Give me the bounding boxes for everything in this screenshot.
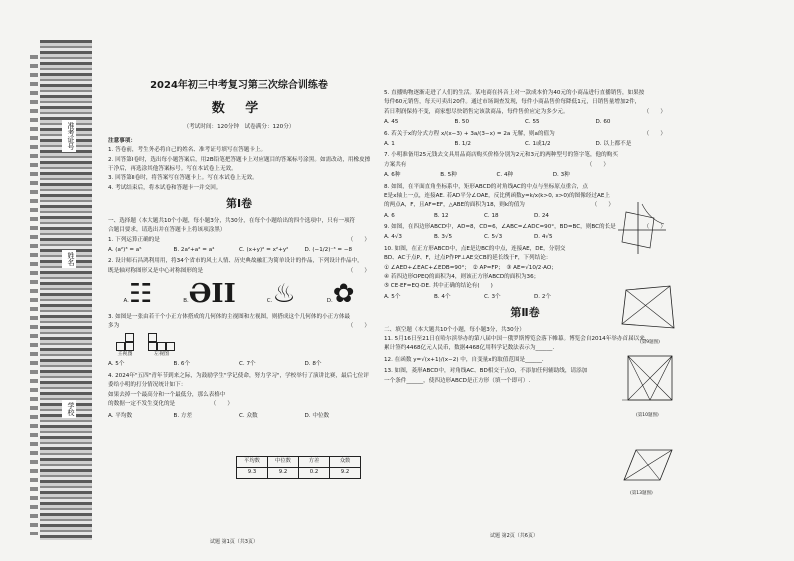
option-a: A. (a²)³ = a⁵ bbox=[108, 246, 142, 253]
question-7b: 方案共有 （ ） bbox=[384, 161, 609, 168]
option-c: C. (x+y)² = x²+y² bbox=[239, 246, 289, 253]
question-11b: 累计签约4468亿元人民币，数据4468亿用科学记数法表示为______. bbox=[384, 345, 555, 352]
note-2b: 干净后，再选涂其他答案标号。写在本试卷上无效。 bbox=[108, 166, 237, 173]
front-view: 主视图 bbox=[116, 333, 134, 359]
exam-subject: 数 学 bbox=[211, 101, 267, 116]
strip-label-exam-id: 准考证号 bbox=[62, 120, 76, 152]
left-view: 左视图 bbox=[148, 333, 175, 359]
section-2-header: 二、填空题（本大题共10个小题，每小题3分，共30分） bbox=[384, 326, 525, 333]
strip-label-school: 学校 bbox=[62, 400, 76, 418]
section-1-header-2: 合题目要求，请选出并在答题卡上将该项涂黑） bbox=[108, 227, 226, 234]
page-1-footer: 试题 第1页（共3页） bbox=[210, 539, 258, 545]
note-3: 3. 回答第Ⅱ卷时，将答案写在答题卡上。写在本试卷上无效。 bbox=[108, 175, 258, 182]
design-c-icon: ♨ bbox=[272, 279, 296, 310]
question-12: 12. 在函数 y=√(x+1)/(x−2) 中，自变量x的取值范围是______. bbox=[384, 356, 544, 363]
question-8: 8. 如图，在平面直角坐标系中，矩形ABCD的对角线AC的中点与坐标原点重合，点 bbox=[384, 183, 588, 190]
q13-figure bbox=[622, 446, 674, 486]
page-1 bbox=[108, 70, 370, 541]
question-9: 9. 如图，在四边形ABCD中，AD=8，CD=6，∠ABC=∠ADC=90°，BD=BC，则BC的长是 （ ） bbox=[384, 224, 666, 231]
q10-figure bbox=[622, 352, 678, 410]
question-1: 1. 下列运算正确的是 （ ） bbox=[108, 236, 370, 243]
question-4d: 的数据一定不发生变化的是 （ ） bbox=[108, 400, 233, 407]
volume-2-heading: 第Ⅱ卷 bbox=[510, 306, 540, 320]
question-4c: 如果去掉一个最高分和一个最低分，那么表格中 bbox=[108, 391, 226, 398]
question-11: 11. 5月16日至21日在哈尔滨举办的第八届中国－俄罗斯博览会落下帷幕。博览会自2014年举办首届以来， bbox=[384, 336, 651, 343]
q8-figure bbox=[612, 200, 668, 256]
q9-figure-caption: (第9题图) bbox=[640, 340, 660, 345]
option-d: D. (−1/2)⁻³ = −8 bbox=[304, 246, 353, 253]
q13-figure-caption: (第13题图) bbox=[630, 491, 653, 496]
volume-1-heading: 第Ⅰ卷 bbox=[225, 197, 253, 211]
question-6: 6. 若关于x的分式方程 x/(x−3) + 3a/(3−x) = 2a 无解，则a的值为 （ ） bbox=[384, 130, 666, 137]
question-3: 3. 如图是一张由若干个小正方体搭成的几何体的主视图和左视图，则搭成这个几何体的小正方体最 bbox=[108, 314, 351, 321]
question-3-views bbox=[116, 333, 370, 359]
question-9-options: A. 4√3 B. 3√5 C. 5√3 D. 4√5 bbox=[384, 234, 553, 241]
note-1: 1. 答卷前，考生务必将自己的姓名、准考证号填写在答题卡上。 bbox=[108, 147, 267, 154]
score-table: 平均数 中位数 方差 众数 9.3 9.2 0.2 9.2 bbox=[236, 456, 361, 479]
q10-figure-caption: (第10题图) bbox=[636, 413, 659, 418]
question-3b: 多为 （ ） bbox=[108, 323, 370, 330]
question-8b: E是x轴上一点，连接AE. 若AD平分∠OAE，反比例函数y=k/x(k>0, x>0)的图像经过AE上 bbox=[384, 192, 610, 199]
design-d-icon: ✿ bbox=[332, 279, 355, 310]
question-4b: 委给小明的打分情况统计如下： bbox=[108, 382, 187, 389]
question-10c: ④ 若四边形OPEQ的面积为4，则该正方形ABCD的面积为36； bbox=[384, 274, 540, 281]
option-b: B. 2a²+a² = a⁴ bbox=[173, 246, 215, 253]
question-5c: 若日利润保持不变，商家想尽快销售完该款商品，每件售价应定为多少元。 （ ） bbox=[384, 108, 666, 115]
design-a-icon: ☷ bbox=[128, 279, 153, 310]
question-5b: 每件60元销售，每天可卖出20件。通过市场调查发现，每件小商品售价每降低1元，日销售量增加2件， bbox=[384, 99, 641, 106]
strip-label-name: 姓名 bbox=[62, 250, 76, 268]
notes-header: 注意事项： bbox=[108, 137, 136, 144]
question-8c: 的两点A，F，且AF=EF，△ABE的面积为18，则k的值为 （ ） bbox=[384, 202, 614, 209]
note-4: 4. 考试结束后，将本试卷和答题卡一并交回。 bbox=[108, 184, 222, 191]
question-5-options: A. 45 B. 50 C. 55 D. 60 bbox=[384, 119, 611, 126]
question-13b: 一个条件______，使四边形ABCD是正方形（填一个即可）. bbox=[384, 377, 531, 384]
question-4: 4. 2024年"五四"青年节到来之际，为鼓励学生"学记使命，努力学习"，学校举行了演讲比赛，最后七位评 bbox=[108, 372, 369, 379]
question-2-figures: A.☷ B.ƏII C.♨ D.✿ bbox=[123, 279, 355, 310]
question-5: 5. 直播购物逐渐走进了人们的生活。某电商在抖音上对一款成本价为40元的小商品进行直播销售，如果按 bbox=[384, 90, 645, 96]
question-10d: ⑤ CE·EF=EQ·DE. 其中正确的结论有( ) bbox=[384, 283, 493, 290]
q9-figure bbox=[618, 284, 678, 336]
question-7: 7. 小明准备用25元钱去文具用品商店购买价格分别为2元和3元的两种型号的签字笔，他的购买 bbox=[384, 152, 618, 159]
binding-dots bbox=[30, 55, 38, 535]
question-8-options: A. 6 B. 12 C. 18 D. 24 bbox=[384, 212, 549, 219]
binding-strip bbox=[40, 40, 92, 540]
question-13: 13. 如图，菱形ABCD中，对角线AC、BD相交于点O，不添加任何辅助线，请添加 bbox=[384, 368, 588, 375]
design-b-icon: ƏII bbox=[188, 279, 236, 310]
question-10b: BD、AC于点P、F，过点P作PF⊥AE交CB的延长线于F，下列结论： bbox=[384, 255, 552, 262]
question-10: 10. 如图，在正方形ABCD中，点E是边BC的中点，连接AE，DE，分别交 bbox=[384, 245, 566, 252]
question-2b: 既是轴对称图形又是中心对称图形的是 （ ） bbox=[108, 267, 370, 274]
note-2: 2. 回答第Ⅰ卷时，选出每小题答案后，用2B铅笔把答题卡上对应题目的答案标号涂黑。如需改动，用橡皮擦 bbox=[108, 156, 370, 163]
page-2-footer: 试题 第2页（共6页） bbox=[490, 533, 538, 539]
question-7-options: A. 6种 B. 5种 C. 4种 D. 3种 bbox=[384, 172, 570, 179]
question-4-options: A. 平均数 B. 方差 C. 众数 D. 中位数 bbox=[108, 413, 330, 420]
exam-title: 2024年初三中考复习第三次综合训练卷 bbox=[150, 80, 328, 91]
question-10-items: ① ∠AED+∠EAC+∠EDB=90°； ② AP=FP； ③ AE=√10/2·AO； bbox=[384, 264, 557, 271]
question-1-options bbox=[108, 246, 370, 254]
question-3-options: A. 5个 B. 6个 C. 7个 D. 8个 bbox=[108, 361, 322, 368]
exam-meta: （考试时间：120分钟 试卷满分：120分） bbox=[183, 123, 295, 130]
question-2: 2. 设计师石昌鸿利用用，将34个省市的风土人情、历史典故融汇为简单设计的作品，下列设计作品中， bbox=[108, 258, 363, 265]
section-1-header: 一、选择题（本大题共10个小题，每小题3分，共30分，在每个小题给出的四个选项中，只有一项符 bbox=[108, 217, 356, 224]
question-6-options: A. 1 B. 1/2 C. 1或1/2 D. 以上都不是 bbox=[384, 140, 632, 147]
question-10-options: A. 5个 B. 4个 C. 3个 D. 2个 bbox=[384, 293, 552, 300]
